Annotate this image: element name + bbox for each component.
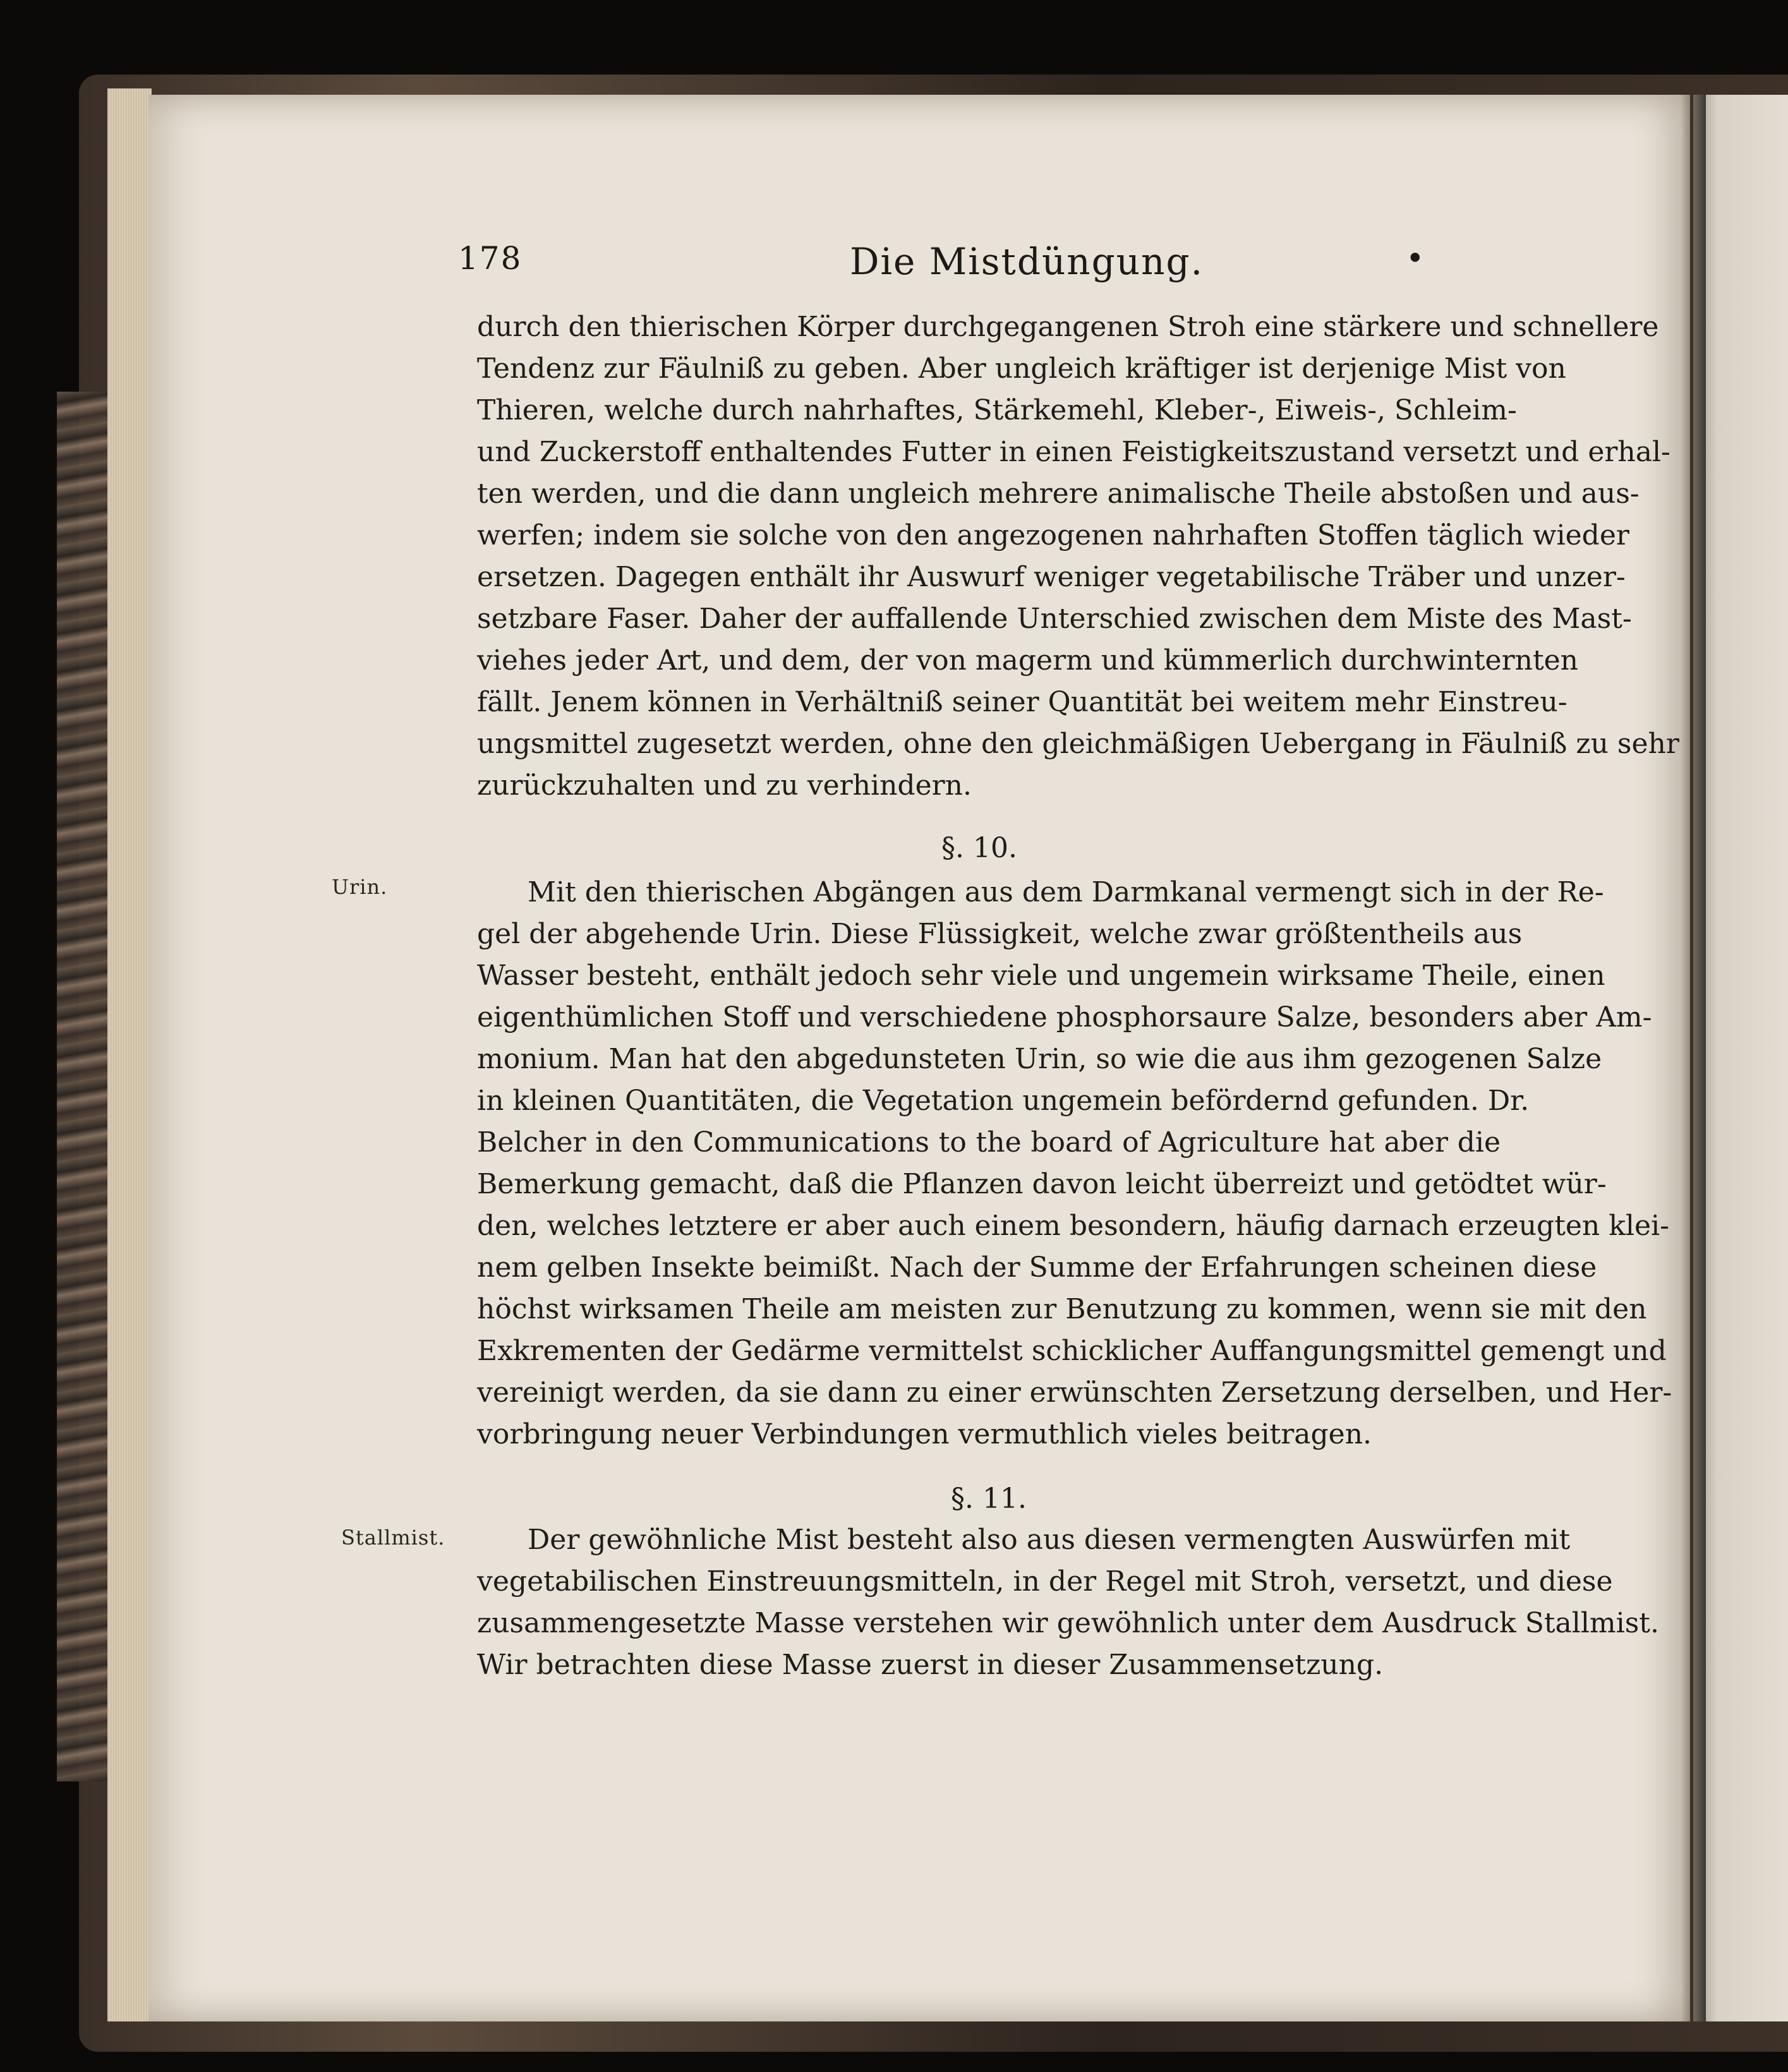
text-line: fällt. Jenem können in Verhältniß seiner Quantität bei weitem mehr Einstreu- (477, 686, 1568, 718)
text-line: viehes jeder Art, und dem, der von magerm und kümmerlich durchwinternten (477, 644, 1579, 677)
text-line: Wasser besteht, enthält jedoch sehr viele und ungemein wirksame Theile, einen (477, 960, 1605, 992)
text-line: vorbringung neuer Verbindungen vermuthlich vieles beitragen. (477, 1418, 1372, 1450)
paragraph-2 (477, 872, 1672, 1455)
text-line: in kleinen Quantitäten, die Vegetation ungemein befördernd gefunden. Dr. (477, 1085, 1530, 1117)
text-line: und Zuckerstoff enthaltendes Futter in einen Feistigkeitszustand versetzt und erhal- (477, 436, 1670, 468)
text-line: Tendenz zur Fäulniß zu geben. Aber ungleich kräftiger ist derjenige Mist von (477, 352, 1566, 385)
paragraph-1 (477, 306, 1679, 807)
facing-page (1693, 95, 1788, 2021)
page-header (458, 240, 1444, 291)
paragraph-3 (477, 1519, 1659, 1686)
text-line: eigenthümlichen Stoff und verschiedene phosphorsaure Salze, besonders aber Am- (477, 1001, 1652, 1033)
page-edges (107, 88, 152, 2021)
text-line: Bemerkung gemacht, daß die Pflanzen davon leicht überreizt und getödtet wür- (477, 1168, 1607, 1200)
text-line: durch den thierischen Körper durchgegangenen Stroh eine stärkere und schnellere (477, 311, 1659, 343)
text-line: Exkrementen der Gedärme vermittelst schicklicher Auffangungsmittel gemengt und (477, 1335, 1667, 1367)
text-line: zurückzuhalten und zu verhindern. (477, 769, 972, 802)
text-line: ungsmittel zugesetzt werden, ohne den gleichmäßigen Uebergang in Fäulniß zu sehr (477, 728, 1679, 760)
text-line: werfen; indem sie solche von den angezogenen nahrhaften Stoffen täglich wieder (477, 519, 1629, 551)
text-line: zusammengesetzte Masse verstehen wir gewöhnlich unter dem Ausdruck Stallmist. (477, 1607, 1659, 1639)
page-gutter (1681, 95, 1706, 2021)
text-line: höchst wirksamen Theile am meisten zur Benutzung zu kommen, wenn sie mit den (477, 1293, 1647, 1325)
margin-note-stallmist: Stallmist. (341, 1526, 445, 1550)
section-heading-10: §. 10. (941, 832, 1017, 864)
text-line: vegetabilischen Einstreuungsmitteln, in der Regel mit Stroh, versetzt, und diese (477, 1565, 1613, 1598)
text-line: monium. Man hat den abgedunsteten Urin, so wie die aus ihm gezogenen Salze (477, 1043, 1602, 1075)
text-line: Thieren, welche durch nahrhaftes, Stärkemehl, Kleber-, Eiweis-, Schleim- (477, 394, 1517, 426)
text-line: nem gelben Insekte beimißt. Nach der Summe der Erfahrungen scheinen diese (477, 1251, 1597, 1284)
text-line: gel der abgehende Urin. Diese Flüssigkeit, welche zwar größtentheils aus (477, 918, 1523, 950)
margin-note-urin: Urin. (332, 875, 388, 899)
section-heading-11: §. 11. (951, 1483, 1027, 1515)
text-line: vereinigt werden, da sie dann zu einer erwünschten Zersetzung derselben, und Her- (477, 1376, 1672, 1409)
text-line: Der gewöhnliche Mist besteht also aus diesen vermengten Auswürfen mit (528, 1524, 1571, 1556)
text-line: setzbare Faser. Daher der auffallende Unterschied zwischen dem Miste des Mast- (477, 603, 1632, 635)
running-title: Die Mistdüngung. (850, 240, 1204, 283)
marbled-edge (57, 392, 114, 1781)
text-line: Belcher in den Communications to the board of Agriculture hat aber die (477, 1126, 1501, 1159)
text-line: Wir betrachten diese Masse zuerst in dieser Zusammensetzung. (477, 1649, 1384, 1681)
text-line: Mit den thierischen Abgängen aus dem Darmkanal vermengt sich in der Re- (528, 876, 1604, 908)
page-number: 178 (458, 240, 523, 277)
text-line: ten werden, und die dann ungleich mehrere animalische Theile abstoßen und aus- (477, 478, 1640, 510)
header-dot: • (1406, 240, 1425, 277)
text-line: ersetzen. Dagegen enthält ihr Auswurf weniger vegetabilische Träber und unzer- (477, 561, 1626, 593)
text-line: den, welches letztere er aber auch einem besondern, häufig darnach erzeugten klei- (477, 1210, 1669, 1242)
